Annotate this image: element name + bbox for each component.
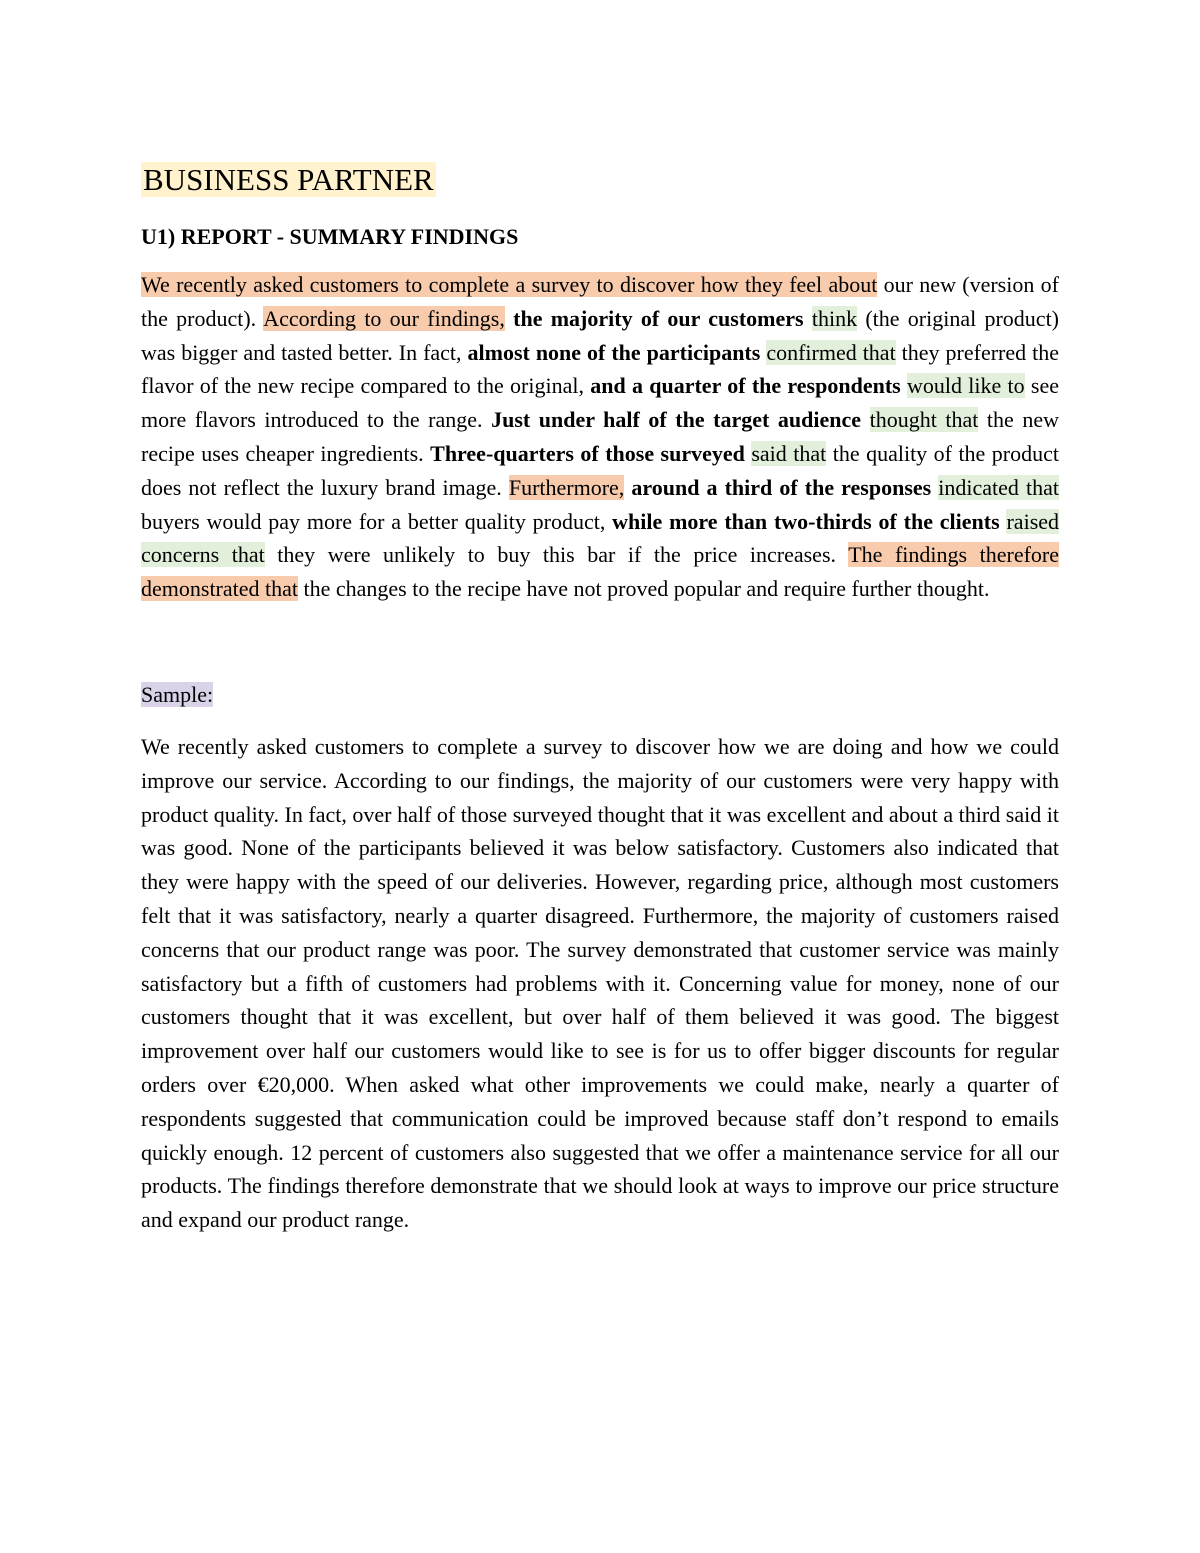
bold-phrase: almost none of the participants — [467, 339, 761, 365]
highlight-phrase: According to our findings, — [263, 305, 505, 331]
text-run: they were unlikely to buy this bar if the price increases. — [264, 542, 849, 568]
text-run — [861, 407, 870, 432]
text-run: buyers would pay more for a better quality product, — [141, 508, 613, 534]
highlight-phrase: Furthermore, — [508, 474, 625, 500]
report-paragraph — [141, 268, 1059, 606]
bold-phrase: and a quarter of the respondents — [590, 373, 901, 399]
bold-phrase: around a third of the responses — [631, 474, 932, 500]
text-run: they preferred the flavor of the new recipe compared to the original, — [141, 339, 1059, 399]
reporting-verb-highlight: said that — [751, 440, 827, 466]
highlight-phrase: The findings therefore demonstrated that — [141, 542, 1060, 602]
reporting-verb-highlight: think — [811, 305, 858, 331]
text-run: (the original product) was bigger and tasted better. In fact, — [141, 305, 1060, 365]
reporting-verb-highlight: would like to — [906, 373, 1025, 399]
text-run: the new recipe uses cheaper ingredients. — [141, 407, 1060, 466]
bold-phrase: while more than two-thirds of the clients — [612, 508, 1000, 534]
document-title — [141, 160, 1059, 200]
sample-paragraph: We recently asked customers to complete a survey to discover how we are doing and how we could improve our service. According to our findings, the majority of our customers were very happy with product quality. In fact, over half of those surveyed thought that it was excellent and about a third said it was good. None of the participants believed it was below satisfactory. Customers also indicated that they were happy with the speed of our deliveries. However, regarding price, although most customers felt that it was satisfactory, nearly a quarter disagreed. Furthermore, the majority of customers raised concerns that our product range was poor. The survey demonstrated that customer service was mainly satisfactory but a fifth of customers had problems with it. Concerning value for money, none of our customers thought that it was excellent, but over half of them believed it was good. The biggest improvement over half our customers would like to see is for us to offer bigger discounts for regular orders over €20,000. When asked what other improvements we could make, nearly a quarter of respondents suggested that communication could be improved because staff don’t respond to emails quickly enough. 12 percent of customers also suggested that we offer a maintenance service for all our products. The findings therefore demonstrate that we should look at ways to improve our price structure and expand our product range. — [141, 733, 1059, 1233]
highlight-phrase: We recently asked customers to complete a survey to discover how they feel about — [141, 272, 878, 297]
text-run — [804, 306, 812, 331]
reporting-verb-highlight: indicated that — [938, 474, 1059, 500]
bold-phrase: Just under half of the target audience — [491, 407, 862, 433]
text-run: see more flavors introduced to the range. — [141, 373, 1060, 433]
sample-label — [141, 680, 1059, 710]
reporting-verb-highlight: thought that — [869, 407, 979, 433]
bold-phrase: Three-quarters of those surveyed — [430, 440, 745, 466]
document-page — [141, 160, 1059, 1237]
reporting-verb-highlight: raised concerns that — [141, 508, 1060, 568]
bold-phrase: the majority of our customers — [513, 305, 804, 331]
document-title-text: BUSINESS PARTNER — [143, 162, 434, 197]
sample-label-text: Sample: — [141, 681, 214, 707]
text-run: the quality of the product does not reflect the luxury brand image. — [141, 440, 1059, 500]
section-title: U1) REPORT - SUMMARY FINDINGS — [141, 224, 519, 249]
text-run — [505, 306, 513, 331]
text-run: our new (version of the product). — [141, 272, 1059, 331]
text-run: the changes to the recipe have not proved popular and require further thought. — [298, 576, 990, 602]
reporting-verb-highlight: confirmed that — [766, 339, 896, 365]
